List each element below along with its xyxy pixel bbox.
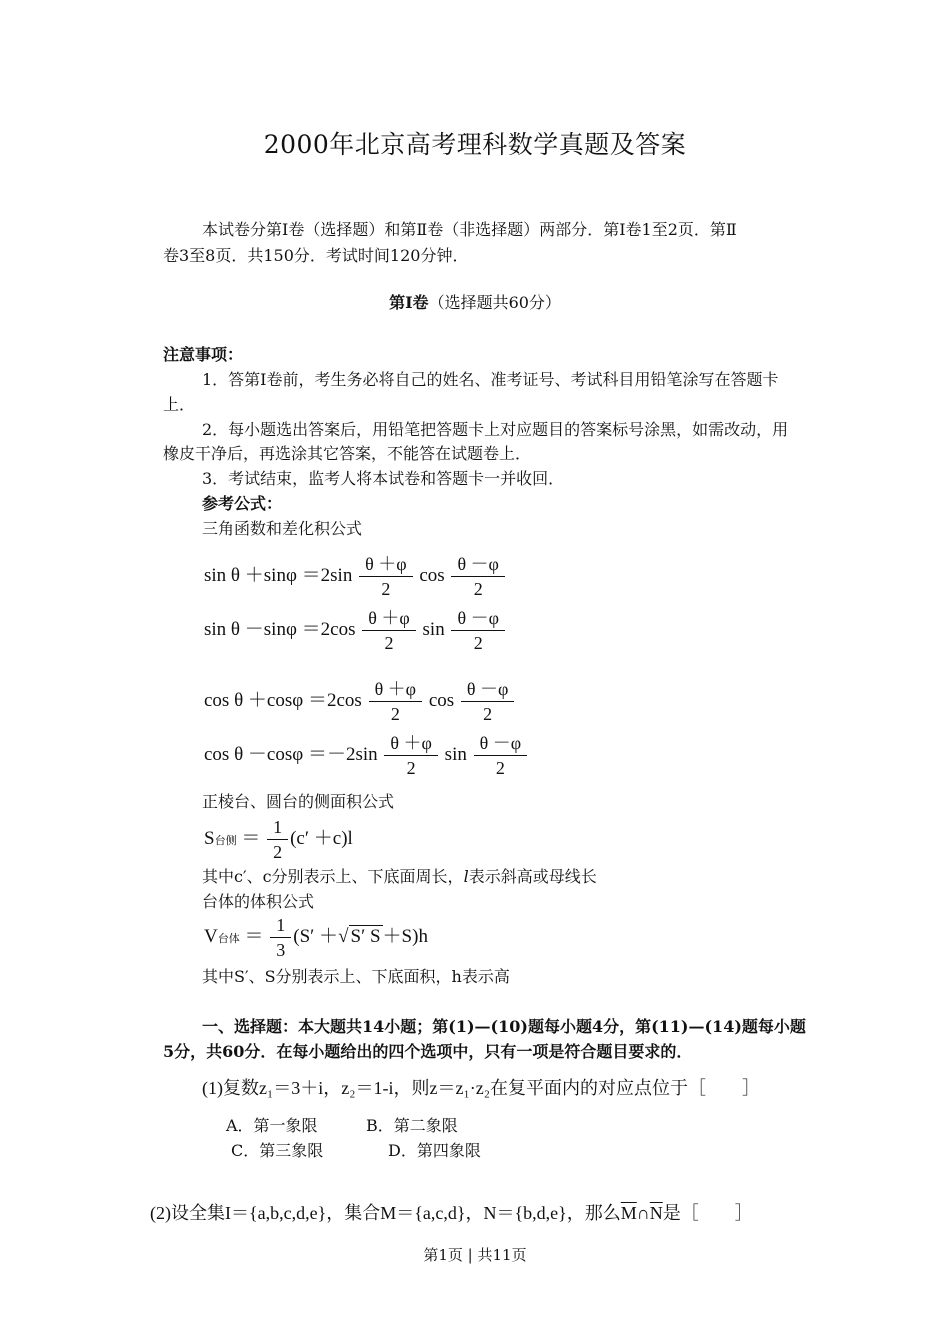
fraction <box>384 731 438 780</box>
fraction <box>362 606 416 655</box>
lateral-heading: 正棱台、圆台的侧面积公式 <box>202 792 395 811</box>
formula-text: ＝ <box>241 827 261 849</box>
formula-symbol: S <box>204 827 215 849</box>
fraction-numerator: 1 <box>270 913 291 938</box>
fraction-denominator: 2 <box>390 704 400 724</box>
page-title: 2000年北京高考理科数学真题及答案 <box>263 130 687 159</box>
formula-symbol: V <box>204 925 218 947</box>
q2-intersection: ∩ <box>636 1203 650 1223</box>
q1-option-a[interactable]: A．第一象限 <box>226 1116 318 1135</box>
lateral-formula <box>204 815 353 864</box>
trig-formula-1 <box>204 552 507 601</box>
q1-option-b[interactable]: B．第二象限 <box>366 1116 458 1135</box>
formula-text: cos <box>419 564 445 586</box>
volume-heading: 台体的体积公式 <box>202 892 315 911</box>
section-heading <box>0 290 950 316</box>
note-1-line-1: 1．答第Ⅰ卷前，考生务必将自己的姓名、准考证号、考试科目用铅笔涂写在答题卡 <box>202 370 779 389</box>
lateral-note-text: 表示斜高或母线长 <box>468 867 597 886</box>
q2-text: 是［ ］ <box>662 1203 753 1223</box>
fraction <box>267 815 288 864</box>
formula-text: ＋S)h <box>382 925 428 947</box>
formula-text: sin <box>422 618 445 640</box>
part1-heading-line-2: 5分，共60分．在每小题给出的四个选项中，只有一项是符合题目要求的． <box>163 1042 693 1061</box>
intro-line-1: 本试卷分第Ⅰ卷（选择题）和第Ⅱ卷（非选择题）两部分．第Ⅰ卷1至2页．第Ⅱ <box>202 220 737 239</box>
fraction-denominator: 2 <box>495 758 505 778</box>
formula-text: cos <box>428 689 455 711</box>
fraction-denominator: 2 <box>473 633 483 653</box>
volume-formula <box>204 913 428 962</box>
formula-subscript: 台侧 <box>214 834 237 847</box>
formula-subscript: 台体 <box>217 932 240 945</box>
sqrt-body: S′ S <box>350 925 381 947</box>
volume-note: 其中S′、S分别表示上、下底面积，h表示高 <box>202 967 510 986</box>
note-2-line-2: 橡皮干净后，再选涂其它答案，不能答在试题卷上． <box>163 444 532 463</box>
fraction-numerator: θ ＋φ <box>369 677 423 702</box>
formula-text: ＝ <box>244 925 264 947</box>
intro-line-2: 卷3至8页．共150分．考试时间120分钟． <box>163 246 469 265</box>
fraction-denominator: 2 <box>483 704 493 724</box>
formula-text: sin <box>444 743 467 765</box>
fraction-numerator: θ ＋φ <box>359 552 413 577</box>
q2-complement-m: $\overline{M}$ <box>620 1203 637 1223</box>
formula-text: (c′ ＋c)l <box>290 827 353 849</box>
fraction <box>474 731 528 780</box>
formula-text: sin θ －sinφ ＝2cos <box>204 618 356 640</box>
fraction-numerator: 1 <box>267 815 288 840</box>
fraction-denominator: 2 <box>406 758 416 778</box>
section-heading-bold: 第Ⅰ卷 <box>389 293 429 312</box>
fraction-numerator: θ ＋φ <box>384 731 438 756</box>
fraction-numerator: θ －φ <box>451 606 505 631</box>
lateral-note-symbol: l <box>463 867 469 886</box>
formula-text: cos θ －cosφ ＝－2sin <box>204 743 378 765</box>
formula-text: cos θ ＋cosφ ＝2cos <box>204 689 362 711</box>
question-1: (1)复数z₁＝3＋i，z₂＝1-i，则z＝z₁·z₂在复平面内的对应点位于［ ］ <box>202 1078 761 1098</box>
notes-heading: 注意事项： <box>163 345 244 364</box>
formula-heading: 参考公式： <box>202 494 283 513</box>
lateral-note <box>202 864 597 890</box>
fraction-denominator: 3 <box>276 940 286 960</box>
fraction <box>359 552 413 601</box>
fraction-numerator: θ ＋φ <box>362 606 416 631</box>
fraction-numerator: θ －φ <box>461 677 515 702</box>
fraction-denominator: 2 <box>384 633 394 653</box>
fraction <box>451 552 505 601</box>
fraction-denominator: 2 <box>273 842 283 862</box>
formula-text: sin θ ＋sinφ ＝2sin <box>204 564 353 586</box>
question-2 <box>150 1199 753 1225</box>
formula-text: (S′ ＋ <box>293 925 339 947</box>
part1-heading-line-1: 一、选择题：本大题共14小题；第(1)—(10)题每小题4分，第(11)—(14)题每小题 <box>202 1017 806 1036</box>
q2-complement-n: $\overline{N}$ <box>649 1203 663 1223</box>
fraction <box>461 677 515 726</box>
fraction <box>369 677 423 726</box>
fraction <box>451 606 505 655</box>
q2-text: (2)设全集I＝{a,b,c,d,e}，集合M＝{a,c,d}，N＝{b,d,e}，那么 <box>150 1203 621 1223</box>
section-heading-rest: （选择题共60分） <box>428 293 561 312</box>
sqrt-sign: √ <box>338 925 349 947</box>
note-3: 3．考试结束，监考人将本试卷和答题卡一并收回． <box>202 469 565 488</box>
trig-formula-4 <box>204 731 529 780</box>
page-footer: 第1页 | 共11页 <box>423 1246 527 1264</box>
note-1-line-2: 上． <box>163 395 196 414</box>
q1-option-c[interactable]: C．第三象限 <box>231 1141 324 1160</box>
q1-option-d[interactable]: D．第四象限 <box>388 1141 481 1160</box>
fraction-denominator: 2 <box>381 579 391 599</box>
trig-formula-2 <box>204 606 507 655</box>
trig-formula-3 <box>204 677 516 726</box>
fraction-numerator: θ －φ <box>451 552 505 577</box>
lateral-note-text: 其中c′、c分别表示上、下底面周长， <box>202 867 464 886</box>
fraction-denominator: 2 <box>473 579 483 599</box>
fraction-numerator: θ －φ <box>474 731 528 756</box>
note-2-line-1: 2．每小题选出答案后，用铅笔把答题卡上对应题目的答案标号涂黑，如需改动，用 <box>202 420 789 439</box>
trig-heading: 三角函数和差化积公式 <box>202 519 363 538</box>
fraction <box>270 913 291 962</box>
